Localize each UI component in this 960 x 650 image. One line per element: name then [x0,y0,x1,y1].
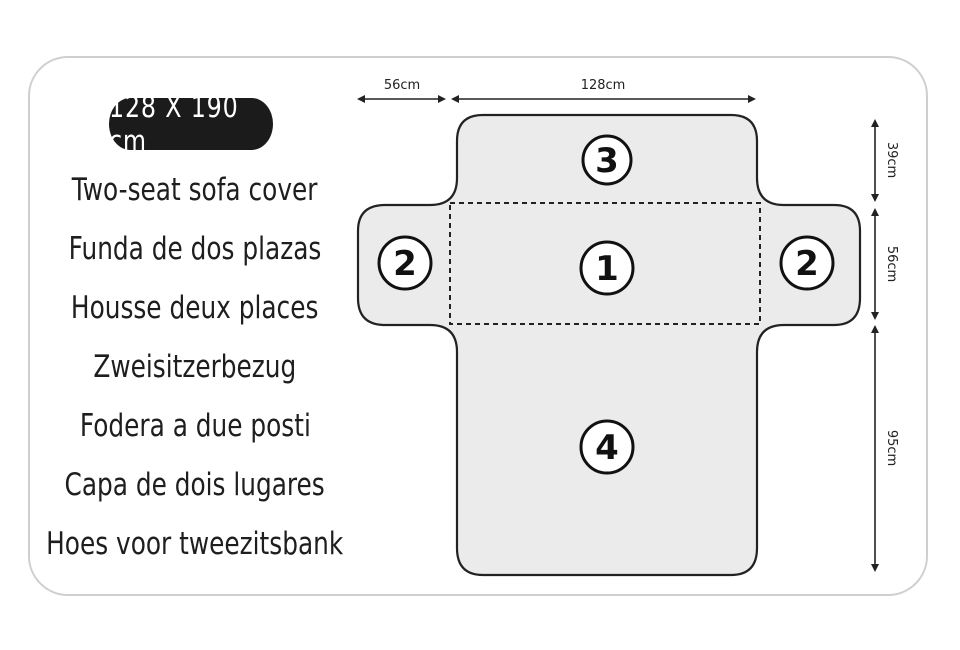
section-marker-seat [581,242,633,294]
description-es: Funda de dos plazas [68,230,322,267]
description-it: Fodera a due posti [79,407,311,444]
description-nl: Hoes voor tweezitsbank [46,525,344,562]
dimension-front-drop [875,327,899,570]
dimension-label-arm-width: 56cm [383,78,421,93]
section-number-arm-left: 2 [393,244,417,284]
size-badge: 128 X 190 cm [109,98,273,150]
dimension-seat-depth [875,210,899,318]
description-pt: Capa de dois lugares [64,466,326,503]
section-number-seat: 1 [595,249,619,289]
dimension-label-front-drop: 95cm [884,429,899,467]
dimension-seat-width [453,78,754,99]
description-fr: Housse deux places [71,289,319,326]
section-marker-back [583,136,631,184]
section-number-arm-right: 2 [795,244,819,284]
description-en: Two-seat sofa cover [72,171,318,208]
dimension-back-height [875,121,899,200]
section-number-back: 3 [595,141,619,181]
section-marker-arm-left [379,237,431,289]
dimension-arm-width [359,78,444,99]
dimension-label-seat-width: 128cm [580,78,626,93]
dimension-label-back-height: 39cm [884,141,899,179]
description-de: Zweisitzerbezug [93,348,297,385]
section-marker-arm-right [781,237,833,289]
dimension-label-seat-depth: 56cm [884,245,899,283]
section-marker-front [581,421,633,473]
section-number-front: 4 [595,428,619,468]
